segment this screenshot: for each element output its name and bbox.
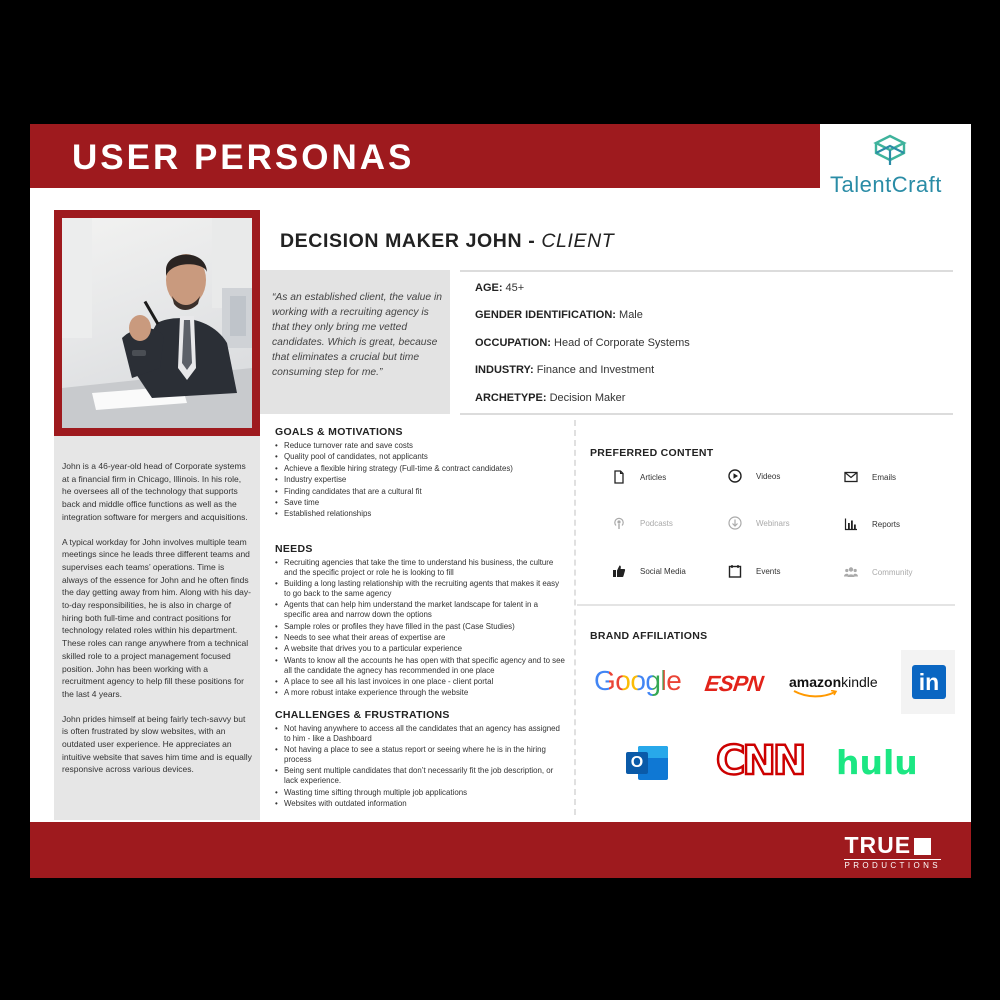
- bio-paragraph: John is a 46-year-old head of Corporate systems at a financial firm in Chicago, Illinois. In his role, he oversees all of the technology that supports back and middle office functions as well as the integration software for mergers and acquisitions.: [62, 461, 248, 522]
- list-item: • Not having a place to see a status report or seeing where he is in the hiring process: [275, 745, 565, 765]
- cnn-logo: [716, 738, 803, 784]
- challenges-list: [275, 724, 565, 810]
- content-articles: [612, 470, 666, 484]
- attr-value: 45+: [502, 282, 525, 294]
- attr-occupation: [475, 337, 690, 349]
- persona-title-sub: CLIENT: [541, 230, 615, 252]
- attr-value: Head of Corporate Systems: [550, 337, 690, 349]
- content-webinars: [728, 516, 790, 530]
- page-title: USER PERSONAS: [72, 138, 415, 177]
- attr-label: ARCHETYPE:: [475, 392, 547, 404]
- linkedin-logo: [901, 650, 955, 714]
- persona-quote: “As an established client, the value in working with a recruiting agency is that they only bring me vetted candidates. Which is great, because that eliminates a crucial but time consuming step for me.”: [272, 292, 442, 378]
- list-item: • Not having anywhere to access all the candidates that an agency has assigned to him - like a Dashboard: [275, 724, 565, 744]
- content-label: Articles: [640, 472, 667, 482]
- divider-top: [460, 270, 953, 272]
- download-circle-icon: [728, 516, 742, 530]
- bio-text: [62, 460, 252, 788]
- true-wordmark-row: [844, 832, 941, 859]
- persona-card: [30, 124, 971, 878]
- content-label: Webinars: [756, 518, 790, 528]
- envelope-icon: [844, 470, 858, 484]
- outlook-mark: O: [630, 754, 644, 771]
- content-label: Events: [756, 566, 781, 576]
- content-community: [844, 565, 912, 579]
- cnn-wordmark: CNN: [716, 738, 804, 784]
- espn-logo: [703, 671, 765, 697]
- linkedin-mark: in: [918, 669, 940, 695]
- podcast-icon: [612, 516, 626, 530]
- google-wordmark: Google: [594, 665, 682, 696]
- true-square-icon: [914, 838, 931, 855]
- list-item: • Sample roles or profiles they have filled in the past (Case Studies): [275, 622, 565, 632]
- persona-title: [280, 230, 614, 253]
- content-label: Videos: [756, 471, 781, 481]
- kindle-wordmark: kindle: [841, 674, 878, 690]
- header-bar: [30, 124, 820, 188]
- list-item: • Achieve a flexible hiring strategy (Full-time & contract candidates): [275, 464, 565, 474]
- amazon-wordmark: amazon: [789, 674, 842, 690]
- content-label: Emails: [872, 472, 897, 482]
- challenges-heading: CHALLENGES & FRUSTRATIONS: [275, 709, 450, 721]
- content-emails: [844, 470, 896, 484]
- list-item: • Established relationships: [275, 509, 565, 519]
- businessman-illustration: [62, 218, 252, 428]
- content-label: Reports: [872, 519, 901, 529]
- hulu-wordmark: hulu: [836, 743, 918, 782]
- true-productions-logo: [844, 832, 941, 870]
- attr-value: Finance and Investment: [533, 364, 655, 376]
- linkedin-square: [912, 665, 946, 699]
- true-wordmark: TRUE: [844, 832, 912, 858]
- content-videos: [728, 469, 780, 483]
- list-item: • Being sent multiple candidates that don’t necessarily fit the job description, or lack experience.: [275, 766, 565, 786]
- list-item: • A place to see all his last invoices in one place - client portal: [275, 677, 565, 687]
- thumbs-up-icon: [612, 564, 626, 578]
- attr-label: OCCUPATION:: [475, 337, 551, 349]
- attr-value: Decision Maker: [546, 392, 626, 404]
- amazon-kindle-logo: [789, 674, 878, 690]
- goals-heading: GOALS & MOTIVATIONS: [275, 426, 403, 438]
- persona-photo: [62, 218, 252, 428]
- attr-label: INDUSTRY:: [475, 364, 534, 376]
- bio-paragraph: John prides himself at being fairly tech-savvy but is often frustrated by slow websites, with an outdated user experience. He appreciates an intuitive website that saves him time and is equally responsive across various devices.: [62, 713, 252, 775]
- content-social-media: [612, 564, 686, 578]
- footer-bar: [30, 822, 971, 878]
- bio-panel: [54, 436, 260, 820]
- hulu-logo: [836, 743, 918, 782]
- people-icon: [844, 565, 858, 579]
- attr-industry: [475, 364, 654, 376]
- list-item: • Industry expertise: [275, 475, 565, 485]
- attr-gender: [475, 309, 643, 321]
- attr-value: Male: [615, 309, 643, 321]
- list-item: • Needs to see what their areas of expertise are: [275, 633, 565, 643]
- content-label: Social Media: [640, 566, 686, 576]
- persona-title-main: DECISION MAKER JOHN -: [280, 230, 542, 252]
- content-events: [728, 564, 780, 578]
- preferred-content-heading: PREFERRED CONTENT: [590, 447, 714, 459]
- divider-attrs: [460, 413, 953, 415]
- persona-photo-frame: [54, 210, 260, 436]
- list-item: • Quality pool of candidates, not applicants: [275, 452, 565, 462]
- list-item: • Building a long lasting relationship with the recruiting agents that makes it easy to go back to the same agency: [275, 579, 565, 599]
- talentcraft-logo: [820, 124, 971, 206]
- list-item: • Finding candidates that are a cultural fit: [275, 487, 565, 497]
- content-podcasts: [612, 516, 673, 530]
- list-item: • Recruiting agencies that take the time to understand his business, the culture and the specific project or role he is looking to fill: [275, 558, 565, 578]
- list-item: • Reduce turnover rate and save costs: [275, 441, 565, 451]
- true-tagline: PRODUCTIONS: [844, 861, 941, 870]
- attr-archetype: [475, 392, 625, 404]
- needs-list: [275, 558, 565, 700]
- amazon-smile-icon: [793, 690, 839, 698]
- list-item: • Agents that can help him understand the market landscape for talent in a specific area and narrow down the options: [275, 600, 565, 620]
- list-item: • Save time: [275, 498, 565, 508]
- attr-label: AGE:: [475, 282, 503, 294]
- bar-chart-icon: [844, 517, 858, 531]
- bio-paragraph: A typical workday for John involves multiple team meetings since he leads three different teams and supervises each teams’ operations. Time is always of the essence for John and he often finds the day getting away from him. Along with his day-to-day responsibilities, he is also in charge of hiring both full-time and contract positions for technology related roles within his department. These roles can range anywhere from a technical skilled role to a project management focused position. John has been working with a recruitment agency to help fill these positions for the last 4 years.: [62, 536, 251, 699]
- list-item: • A more robust intake experience through the website: [275, 688, 565, 698]
- column-divider: [574, 420, 576, 815]
- attr-label: GENDER IDENTIFICATION:: [475, 309, 616, 321]
- brand-affiliations-heading: BRAND AFFILIATIONS: [590, 630, 708, 642]
- goals-list: [275, 441, 565, 521]
- espn-wordmark: ESPN: [703, 671, 765, 696]
- content-label: Community: [872, 567, 913, 577]
- document-icon: [612, 470, 626, 484]
- play-icon: [728, 469, 742, 483]
- outlook-o-tile: [626, 752, 648, 774]
- content-label: Podcasts: [640, 518, 673, 528]
- quote-box: [260, 270, 450, 414]
- list-item: • Wasting time sifting through multiple job applications: [275, 788, 565, 798]
- list-item: • Websites with outdated information: [275, 799, 565, 809]
- needs-heading: NEEDS: [275, 543, 313, 555]
- content-reports: [844, 517, 900, 531]
- divider-right: [577, 604, 955, 606]
- attr-age: [475, 282, 524, 294]
- cube-logo-icon: [870, 132, 910, 168]
- list-item: • Wants to know all the accounts he has open with that specific agency and to see all the candidate the agnecy has recommended in one place: [275, 656, 565, 676]
- list-item: • A website that drives you to a particular experience: [275, 644, 565, 654]
- google-logo: [594, 665, 681, 697]
- outlook-logo: [624, 742, 670, 784]
- calendar-icon: [728, 564, 742, 578]
- logo-wordmark: TalentCraft: [830, 172, 942, 197]
